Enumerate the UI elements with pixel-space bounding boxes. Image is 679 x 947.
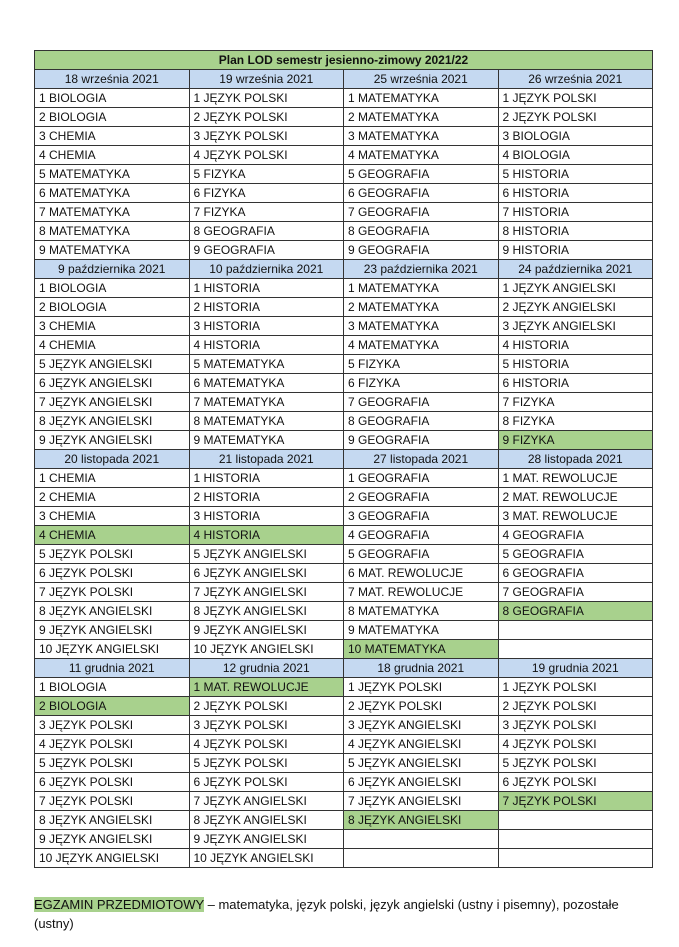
table-row [35,89,653,108]
date-header: 12 grudnia 2021 [189,659,344,678]
schedule-cell: 3 MATEMATYKA [344,317,499,336]
schedule-cell [498,830,653,849]
schedule-cell: 4 CHEMIA [35,146,190,165]
schedule-cell: 8 MATEMATYKA [35,222,190,241]
date-header-row [35,260,653,279]
table-row [35,146,653,165]
schedule-cell: 10 MATEMATYKA [344,640,499,659]
date-header-row [35,70,653,89]
schedule-table [34,50,653,868]
date-header: 18 września 2021 [35,70,190,89]
schedule-cell: 1 JĘZYK POLSKI [498,678,653,697]
schedule-cell: 1 MATEMATYKA [344,89,499,108]
table-row [35,716,653,735]
schedule-cell: 4 GEOGRAFIA [498,526,653,545]
schedule-cell: 6 JĘZYK POLSKI [35,773,190,792]
schedule-cell: 10 JĘZYK ANGIELSKI [189,640,344,659]
schedule-cell: 4 JĘZYK POLSKI [189,735,344,754]
table-row [35,678,653,697]
table-row [35,336,653,355]
schedule-cell: 6 FIZYKA [344,374,499,393]
schedule-cell: 2 GEOGRAFIA [344,488,499,507]
table-row [35,222,653,241]
schedule-cell: 7 JĘZYK POLSKI [35,583,190,602]
schedule-cell: 4 JĘZYK ANGIELSKI [344,735,499,754]
schedule-cell: 1 BIOLOGIA [35,678,190,697]
table-row [35,754,653,773]
schedule-cell: 2 JĘZYK POLSKI [498,697,653,716]
schedule-cell: 3 JĘZYK ANGIELSKI [344,716,499,735]
schedule-cell: 8 JĘZYK ANGIELSKI [189,811,344,830]
table-row [35,393,653,412]
schedule-cell: 7 HISTORIA [498,203,653,222]
schedule-cell: 8 GEOGRAFIA [498,602,653,621]
schedule-cell: 3 JĘZYK POLSKI [35,716,190,735]
schedule-cell: 7 GEOGRAFIA [344,203,499,222]
schedule-cell: 2 JĘZYK ANGIELSKI [498,298,653,317]
schedule-cell: 2 BIOLOGIA [35,697,190,716]
schedule-cell: 5 GEOGRAFIA [344,545,499,564]
schedule-cell: 9 MATEMATYKA [35,241,190,260]
date-header-row [35,450,653,469]
table-row [35,583,653,602]
schedule-cell [498,849,653,868]
table-row [35,108,653,127]
schedule-cell: 3 HISTORIA [189,507,344,526]
schedule-cell: 2 JĘZYK POLSKI [344,697,499,716]
title-row [35,51,653,70]
schedule-cell: 6 FIZYKA [189,184,344,203]
schedule-cell: 5 GEOGRAFIA [498,545,653,564]
schedule-cell: 5 JĘZYK POLSKI [498,754,653,773]
schedule-cell: 3 CHEMIA [35,317,190,336]
schedule-cell [498,811,653,830]
table-row [35,507,653,526]
schedule-cell: 6 JĘZYK POLSKI [35,564,190,583]
table-row [35,203,653,222]
schedule-cell: 7 GEOGRAFIA [344,393,499,412]
date-header: 23 października 2021 [344,260,499,279]
schedule-cell: 6 HISTORIA [498,184,653,203]
schedule-cell: 2 BIOLOGIA [35,108,190,127]
schedule-cell: 4 JĘZYK POLSKI [498,735,653,754]
schedule-cell: 8 JĘZYK ANGIELSKI [35,811,190,830]
schedule-cell: 9 JĘZYK ANGIELSKI [189,621,344,640]
schedule-cell: 7 JĘZYK POLSKI [498,792,653,811]
date-header: 26 września 2021 [498,70,653,89]
schedule-cell: 6 GEOGRAFIA [498,564,653,583]
schedule-cell: 5 GEOGRAFIA [344,165,499,184]
table-row [35,735,653,754]
date-header: 25 września 2021 [344,70,499,89]
schedule-cell: 3 JĘZYK ANGIELSKI [498,317,653,336]
date-header-row [35,659,653,678]
schedule-cell: 3 GEOGRAFIA [344,507,499,526]
schedule-cell: 4 GEOGRAFIA [344,526,499,545]
schedule-cell: 4 HISTORIA [189,336,344,355]
schedule-cell: 6 GEOGRAFIA [344,184,499,203]
schedule-cell: 9 JĘZYK ANGIELSKI [35,621,190,640]
schedule-cell: 4 MATEMATYKA [344,146,499,165]
schedule-cell: 1 CHEMIA [35,469,190,488]
table-row [35,469,653,488]
schedule-cell: 3 HISTORIA [189,317,344,336]
schedule-cell: 7 FIZYKA [189,203,344,222]
schedule-cell: 2 BIOLOGIA [35,298,190,317]
date-header: 21 listopada 2021 [189,450,344,469]
schedule-cell: 9 HISTORIA [498,241,653,260]
schedule-cell: 3 JĘZYK POLSKI [498,716,653,735]
schedule-cell: 4 MATEMATYKA [344,336,499,355]
table-row [35,184,653,203]
schedule-cell: 6 JĘZYK ANGIELSKI [35,374,190,393]
schedule-cell: 5 FIZYKA [189,165,344,184]
schedule-cell: 5 MATEMATYKA [35,165,190,184]
schedule-cell: 7 GEOGRAFIA [498,583,653,602]
schedule-cell: 5 FIZYKA [344,355,499,374]
schedule-cell: 3 MATEMATYKA [344,127,499,146]
date-header: 10 października 2021 [189,260,344,279]
schedule-cell: 2 CHEMIA [35,488,190,507]
schedule-cell: 9 FIZYKA [498,431,653,450]
table-row [35,792,653,811]
schedule-cell: 10 JĘZYK ANGIELSKI [35,849,190,868]
schedule-cell [498,640,653,659]
schedule-cell: 8 JĘZYK ANGIELSKI [344,811,499,830]
date-header: 9 października 2021 [35,260,190,279]
schedule-cell: 8 GEOGRAFIA [344,412,499,431]
table-row [35,811,653,830]
schedule-cell: 6 MAT. REWOLUCJE [344,564,499,583]
exam-note-highlight: EGZAMIN PRZEDMIOTOWY [34,897,204,912]
schedule-cell: 4 BIOLOGIA [498,146,653,165]
exam-note [34,895,654,933]
date-header: 11 grudnia 2021 [35,659,190,678]
schedule-cell: 8 MATEMATYKA [344,602,499,621]
schedule-cell: 4 HISTORIA [189,526,344,545]
schedule-cell: 1 MAT. REWOLUCJE [498,469,653,488]
schedule-cell: 1 MATEMATYKA [344,279,499,298]
table-row [35,830,653,849]
schedule-cell: 7 JĘZYK ANGIELSKI [344,792,499,811]
table-row [35,488,653,507]
table-row [35,640,653,659]
schedule-cell: 5 JĘZYK POLSKI [189,754,344,773]
schedule-cell: 1 HISTORIA [189,469,344,488]
schedule-cell: 2 MAT. REWOLUCJE [498,488,653,507]
schedule-cell: 8 JĘZYK ANGIELSKI [189,602,344,621]
schedule-cell: 5 JĘZYK ANGIELSKI [189,545,344,564]
schedule-cell: 1 BIOLOGIA [35,279,190,298]
schedule-cell: 4 HISTORIA [498,336,653,355]
table-row [35,545,653,564]
schedule-cell: 4 CHEMIA [35,336,190,355]
schedule-cell: 8 MATEMATYKA [189,412,344,431]
schedule-cell: 3 MAT. REWOLUCJE [498,507,653,526]
schedule-cell: 3 CHEMIA [35,127,190,146]
schedule-cell: 8 HISTORIA [498,222,653,241]
schedule-cell: 9 GEOGRAFIA [189,241,344,260]
schedule-cell: 10 JĘZYK ANGIELSKI [189,849,344,868]
schedule-cell: 5 HISTORIA [498,355,653,374]
schedule-cell: 7 MAT. REWOLUCJE [344,583,499,602]
schedule-cell: 6 HISTORIA [498,374,653,393]
schedule-cell: 3 BIOLOGIA [498,127,653,146]
schedule-cell: 7 FIZYKA [498,393,653,412]
schedule-cell: 2 JĘZYK POLSKI [189,108,344,127]
exam-note-text: – matematyka, język polski, język angielski (ustny i pisemny), pozostałe (ustny) [34,897,619,931]
schedule-cell: 7 JĘZYK ANGIELSKI [189,583,344,602]
schedule-cell: 9 MATEMATYKA [344,621,499,640]
schedule-cell: 6 JĘZYK POLSKI [498,773,653,792]
table-row [35,412,653,431]
schedule-cell: 1 GEOGRAFIA [344,469,499,488]
schedule-cell: 9 JĘZYK ANGIELSKI [35,830,190,849]
table-row [35,602,653,621]
schedule-cell: 5 JĘZYK POLSKI [35,754,190,773]
date-header: 24 października 2021 [498,260,653,279]
schedule-cell: 8 GEOGRAFIA [344,222,499,241]
date-header: 28 listopada 2021 [498,450,653,469]
table-row [35,697,653,716]
schedule-cell: 4 JĘZYK POLSKI [189,146,344,165]
date-header: 18 grudnia 2021 [344,659,499,678]
schedule-cell: 2 JĘZYK POLSKI [189,697,344,716]
table-row [35,241,653,260]
schedule-cell: 6 MATEMATYKA [189,374,344,393]
schedule-cell: 5 MATEMATYKA [189,355,344,374]
schedule-cell: 2 MATEMATYKA [344,108,499,127]
schedule-cell: 2 HISTORIA [189,488,344,507]
schedule-cell: 9 GEOGRAFIA [344,241,499,260]
schedule-cell: 3 JĘZYK POLSKI [189,127,344,146]
schedule-sheet [34,50,653,868]
schedule-cell: 1 JĘZYK ANGIELSKI [498,279,653,298]
schedule-cell: 5 JĘZYK ANGIELSKI [35,355,190,374]
schedule-cell: 8 JĘZYK ANGIELSKI [35,412,190,431]
table-row [35,127,653,146]
schedule-cell: 1 JĘZYK POLSKI [344,678,499,697]
schedule-cell: 8 GEOGRAFIA [189,222,344,241]
schedule-cell: 2 HISTORIA [189,298,344,317]
schedule-cell: 10 JĘZYK ANGIELSKI [35,640,190,659]
schedule-cell: 8 JĘZYK ANGIELSKI [35,602,190,621]
schedule-cell: 9 MATEMATYKA [189,431,344,450]
schedule-cell: 2 JĘZYK POLSKI [498,108,653,127]
schedule-cell: 6 MATEMATYKA [35,184,190,203]
table-row [35,564,653,583]
schedule-cell: 9 JĘZYK ANGIELSKI [35,431,190,450]
schedule-cell: 4 CHEMIA [35,526,190,545]
schedule-cell: 7 JĘZYK ANGIELSKI [189,792,344,811]
table-row [35,374,653,393]
table-row [35,526,653,545]
schedule-cell: 4 JĘZYK POLSKI [35,735,190,754]
schedule-cell: 7 MATEMATYKA [35,203,190,222]
date-header: 27 listopada 2021 [344,450,499,469]
table-row [35,317,653,336]
schedule-cell: 5 JĘZYK ANGIELSKI [344,754,499,773]
schedule-cell: 2 MATEMATYKA [344,298,499,317]
table-row [35,431,653,450]
schedule-cell: 1 JĘZYK POLSKI [189,89,344,108]
schedule-cell: 9 JĘZYK ANGIELSKI [189,830,344,849]
page-title: Plan LOD semestr jesienno-zimowy 2021/22 [35,51,653,70]
table-row [35,298,653,317]
schedule-cell: 5 JĘZYK POLSKI [35,545,190,564]
table-row [35,773,653,792]
schedule-cell: 1 JĘZYK POLSKI [498,89,653,108]
schedule-cell: 1 BIOLOGIA [35,89,190,108]
schedule-cell [344,830,499,849]
schedule-cell: 5 HISTORIA [498,165,653,184]
table-row [35,165,653,184]
schedule-cell: 3 JĘZYK POLSKI [189,716,344,735]
schedule-cell: 7 JĘZYK ANGIELSKI [35,393,190,412]
schedule-cell [498,621,653,640]
date-header: 19 grudnia 2021 [498,659,653,678]
schedule-cell: 7 JĘZYK POLSKI [35,792,190,811]
schedule-cell: 1 HISTORIA [189,279,344,298]
table-row [35,355,653,374]
schedule-cell: 6 JĘZYK ANGIELSKI [189,564,344,583]
schedule-cell: 7 MATEMATYKA [189,393,344,412]
table-row [35,279,653,298]
schedule-cell: 3 CHEMIA [35,507,190,526]
schedule-cell: 8 FIZYKA [498,412,653,431]
schedule-cell: 9 GEOGRAFIA [344,431,499,450]
schedule-cell: 6 JĘZYK ANGIELSKI [344,773,499,792]
date-header: 20 listopada 2021 [35,450,190,469]
schedule-cell: 1 MAT. REWOLUCJE [189,678,344,697]
table-row [35,849,653,868]
schedule-cell [344,849,499,868]
date-header: 19 września 2021 [189,70,344,89]
table-row [35,621,653,640]
schedule-cell: 6 JĘZYK POLSKI [189,773,344,792]
